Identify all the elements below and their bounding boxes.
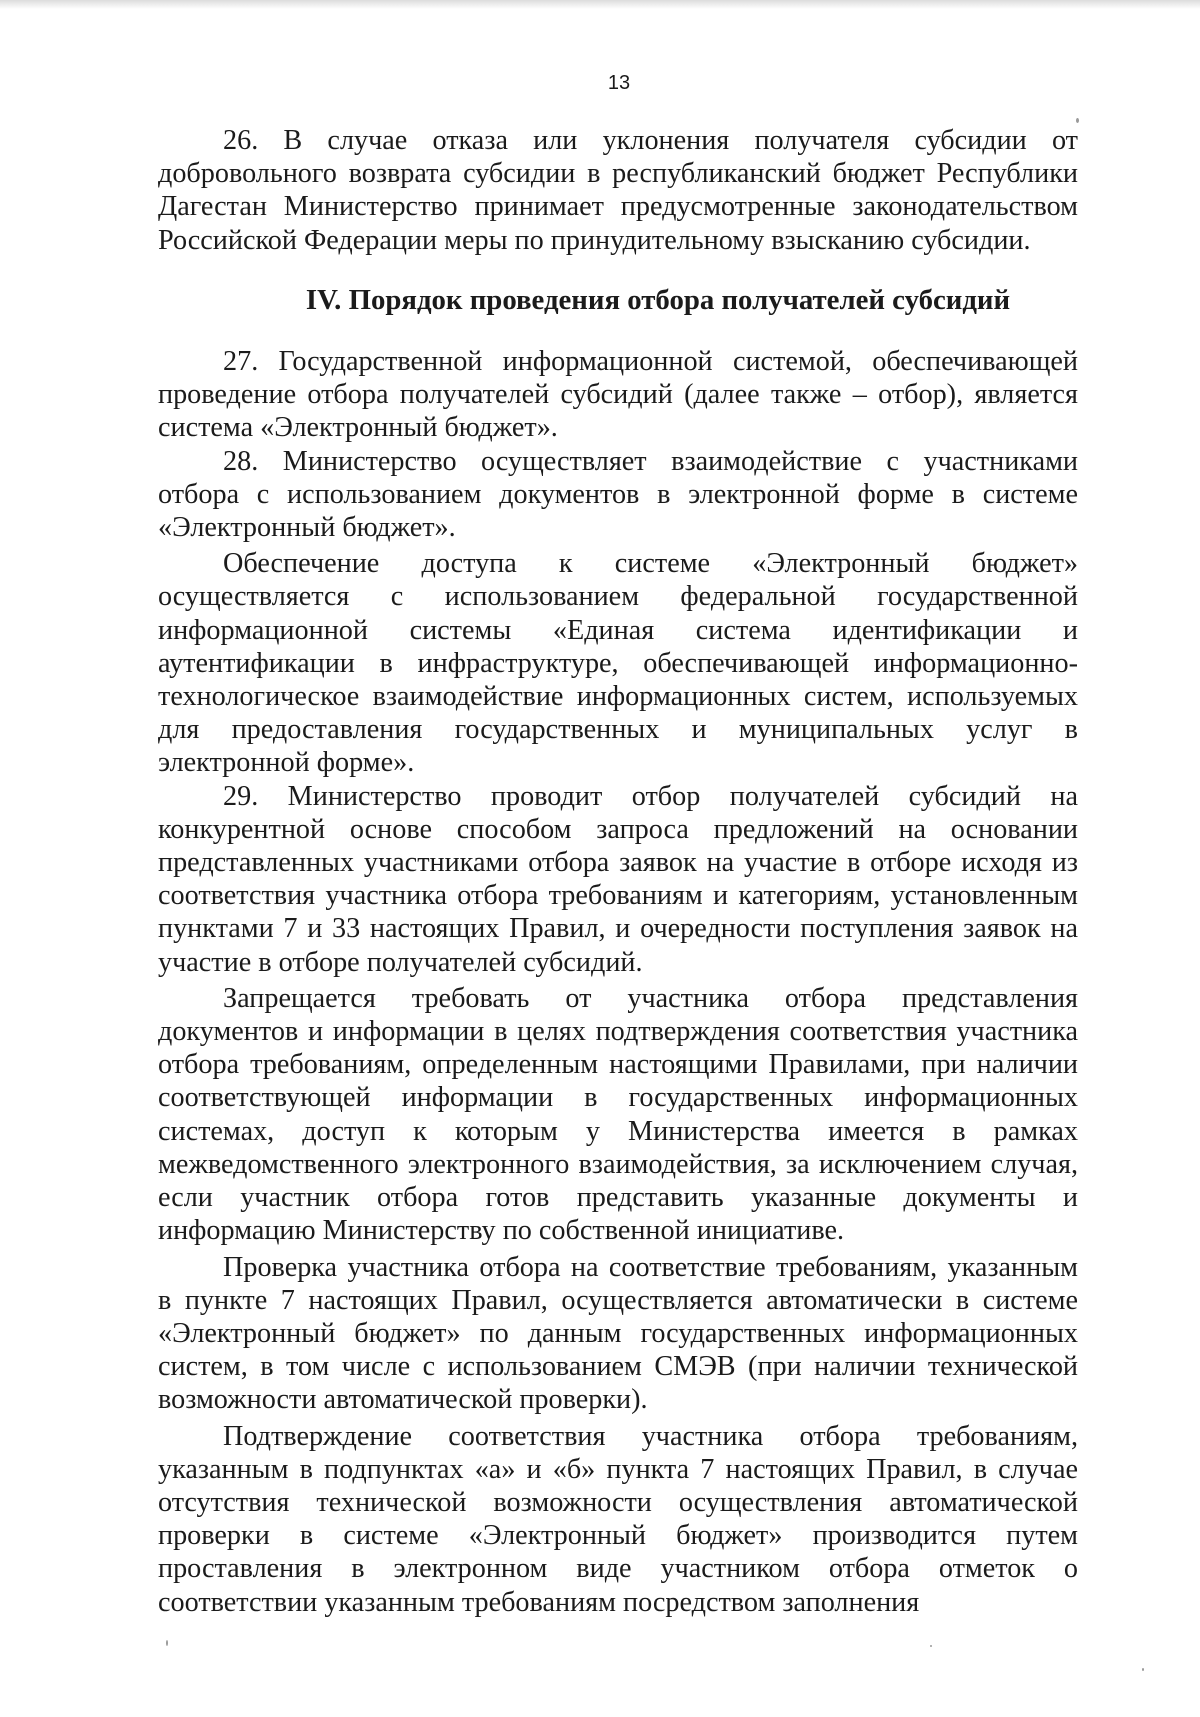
scan-speck — [166, 1640, 168, 1646]
paragraph-prohibition: Запрещается требовать от участника отбора представления документов и информации в целях подтверждения соответствия участника отбора требованиям, определенным настоящими Правилами, при наличии соответствующей информации в государственных информационных системах, доступ к которым у Министерства имеется в рамках межведомственного электронного взаимодействия, за исключением случая, если участник отбора готов представить указанные документы и информацию Министерству по собственной инициативе. — [158, 982, 1078, 1247]
scan-speck — [1076, 118, 1079, 123]
document-body — [158, 124, 1078, 1619]
paragraph-26: 26. В случае отказа или уклонения получателя субсидии от добровольного возврата субсидии в республиканский бюджет Республики Дагестан Министерство принимает предусмотренные законодательством Российской Федерации меры по принудительному взысканию субсидии. — [158, 125, 1078, 256]
scan-speck — [930, 1645, 932, 1647]
paragraph-29: 29. Министерство проводит отбор получателей субсидий на конкурентной основе способом запроса предложений на основании представленных участниками отбора заявок на участие в отборе исходя из соответствия участника отбора требованиям и категориям, установленным пунктами 7 и 33 настоящих Правил, и очередности поступления заявок на участие в отборе получателей субсидий. — [158, 780, 1078, 978]
paragraph-confirmation: Подтверждение соответствия участника отбора требованиям, указанным в подпунктах «а» и «б» пункта 7 настоящих Правил, в случае отсутствия технической возможности осуществления автоматической проверки в системе «Электронный бюджет» производится путем проставления в электронном виде участником отбора отметок о соответствии указанным требованиям посредством заполнения — [158, 1420, 1078, 1618]
section-heading: IV. Порядок проведения отбора получателей субсидий — [305, 283, 1011, 316]
paragraph-27: 27. Государственной информационной системой, обеспечивающей проведение отбора получателей субсидий (далее также – отбор), является система «Электронный бюджет». — [158, 346, 1078, 444]
paragraph-verification: Проверка участника отбора на соответствие требованиям, указанным в пункте 7 настоящих Правил, осуществляется автоматически в системе «Электронный бюджет» по данным государственных информационных систем, в том числе с использованием СМЭВ (при наличии технической возможности автоматической проверки). — [158, 1251, 1078, 1416]
page-number: 13 — [607, 72, 631, 94]
paragraph-28: 28. Министерство осуществляет взаимодействие с участниками отбора с использованием документов в электронной форме в системе «Электронный бюджет». — [158, 445, 1078, 544]
scan-top-edge — [0, 0, 1200, 9]
scan-speck — [1142, 1668, 1144, 1671]
paragraph-access: Обеспечение доступа к системе «Электронный бюджет» осуществляется с использованием федеральной государственной информационной системы «Единая система идентификации и аутентификации в инфраструктуре, обеспечивающей информационно-технологическое взаимодействие информационных систем, используемых для предоставления государственных и муниципальных услуг в электронной форме». — [158, 548, 1078, 779]
